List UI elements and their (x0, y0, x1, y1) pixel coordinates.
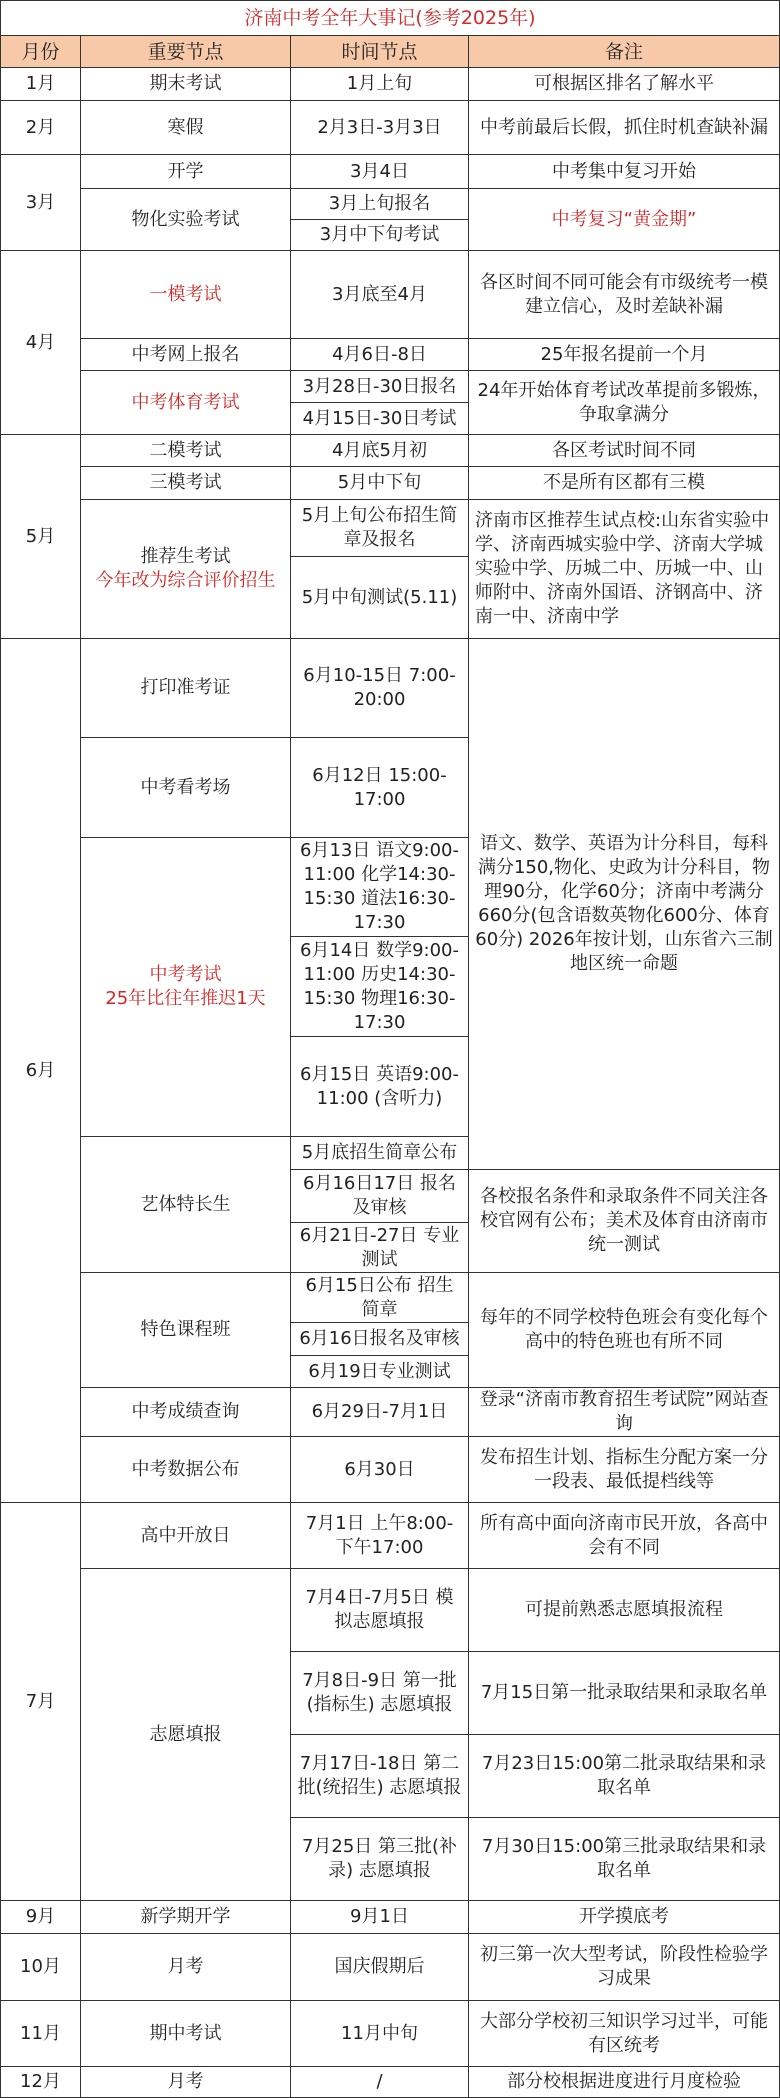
note-cell: 中考集中复习开始 (469, 155, 780, 189)
event-subtitle: 今年改为综合评价招生 (95, 570, 276, 591)
note-cell: 各区考试时间不同 (469, 435, 780, 467)
time-cell: 6月10-15日 7:00-20:00 (291, 639, 469, 738)
time-cell: 6月29日-7月1日 (291, 1388, 469, 1437)
note-cell: 可根据区排名了解水平 (469, 68, 780, 101)
time-cell: 国庆假期后 (291, 1934, 469, 2001)
time-cell: 7月1日 上午8:00-下午17:00 (291, 1503, 469, 1569)
note-cell: 7月23日15:00第二批录取结果和录取名单 (469, 1735, 780, 1818)
note-cell: 发布招生计划、指标生分配方案一分一段表、最低提档线等 (469, 1437, 780, 1503)
event-cell: 月考 (81, 2067, 291, 2098)
event-cell: 特色课程班 (81, 1273, 291, 1388)
event-cell: 月考 (81, 1934, 291, 2001)
time-cell: 4月15日-30日考试 (291, 403, 469, 435)
time-cell: 3月底至4月 (291, 251, 469, 339)
time-cell: 4月底5月初 (291, 435, 469, 467)
event-cell: 志愿填报 (81, 1569, 291, 1901)
time-cell: 6月13日 语文9:00-11:00 化学14:30-15:30 道法16:30-17:30 (291, 838, 469, 937)
time-cell: 6月16日报名及审核 (291, 1323, 469, 1356)
time-cell: 2月3日-3月3日 (291, 101, 469, 155)
event-cell: 物化实验考试 (81, 189, 291, 251)
time-cell: 3月4日 (291, 155, 469, 189)
time-cell: 6月16日17日 报名及审核 (291, 1170, 469, 1223)
note-cell: 7月15日第一批录取结果和录取名单 (469, 1652, 780, 1735)
header-note: 备注 (469, 36, 780, 68)
note-cell: 24年开始体育考试改革提前多锻炼，争取拿满分 (469, 371, 780, 435)
time-cell: 7月4日-7月5日 模拟志愿填报 (291, 1569, 469, 1652)
event-cell: 开学 (81, 155, 291, 189)
month-cell: 4月 (1, 251, 81, 435)
month-cell: 3月 (1, 155, 81, 251)
event-title: 中考考试 (149, 964, 222, 985)
time-cell: 11月中旬 (291, 2001, 469, 2067)
note-cell: 开学摸底考 (469, 1901, 780, 1934)
time-cell: 5月中旬测试(5.11) (291, 557, 469, 639)
note-cell: 可提前熟悉志愿填报流程 (469, 1569, 780, 1652)
event-cell: 中考成绩查询 (81, 1388, 291, 1437)
time-cell: 3月中下旬考试 (291, 220, 469, 251)
month-cell: 1月 (1, 68, 81, 101)
event-cell: 期末考试 (81, 68, 291, 101)
note-cell: 所有高中面向济南市民开放，各高中会有不同 (469, 1503, 780, 1569)
note-cell: 每年的不同学校特色班会有变化每个高中的特色班也有所不同 (469, 1273, 780, 1388)
time-cell: 3月上旬报名 (291, 189, 469, 220)
note-cell: 中考前最后长假，抓住时机查缺补漏 (469, 101, 780, 155)
note-cell: 大部分学校初三知识学习过半，可能有区统考 (469, 2001, 780, 2067)
month-cell: 2月 (1, 101, 81, 155)
note-cell: 7月30日15:00第三批录取结果和录取名单 (469, 1818, 780, 1901)
time-cell: 6月19日专业测试 (291, 1356, 469, 1388)
month-cell: 9月 (1, 1901, 81, 1934)
note-cell: 济南市区推荐生试点校:山东省实验中学、济南西城实验中学、济南大学城实验中学、历城二中、历城一中、山师附中、济南外国语、济钢高中、济南一中、济南中学 (469, 500, 780, 639)
month-cell: 7月 (1, 1503, 81, 1901)
event-subtitle: 25年比往年推迟1天 (105, 988, 266, 1009)
event-cell: 中考看考场 (81, 738, 291, 838)
event-cell: 二模考试 (81, 435, 291, 467)
time-cell: 6月21日-27日 专业测试 (291, 1223, 469, 1273)
event-cell: 一模考试 (81, 251, 291, 339)
time-cell: 7月8日-9日 第一批(指标生) 志愿填报 (291, 1652, 469, 1735)
page-title: 济南中考全年大事记(参考2025年) (1, 1, 780, 36)
note-cell: 中考复习“黄金期” (469, 189, 780, 251)
event-cell: 中考数据公布 (81, 1437, 291, 1503)
time-cell: / (291, 2067, 469, 2098)
note-cell: 语文、数学、英语为计分科目，每科满分150,物化、史政为计分科目，物理90分，化学60分；济南中考满分660分(包含语数英物化600分、体育60分) 2026年按计划，山东省六三制地区统一命题 (469, 639, 780, 1170)
event-cell: 新学期开学 (81, 1901, 291, 1934)
event-cell: 中考体育考试 (81, 371, 291, 435)
note-cell: 各校报名条件和录取条件不同关注各校官网有公布；美术及体育由济南市统一测试 (469, 1170, 780, 1273)
time-cell: 5月上旬公布招生简章及报名 (291, 500, 469, 557)
event-title: 推荐生考试 (140, 546, 231, 567)
note-cell: 登录“济南市教育招生考试院”网站查询 (469, 1388, 780, 1437)
event-cell: 打印准考证 (81, 639, 291, 738)
time-cell: 9月1日 (291, 1901, 469, 1934)
time-cell: 5月中下旬 (291, 467, 469, 500)
note-cell: 部分校根据进度进行月度检验 (469, 2067, 780, 2098)
header-month: 月份 (1, 36, 81, 68)
note-cell: 不是所有区都有三模 (469, 467, 780, 500)
event-cell: 中考网上报名 (81, 339, 291, 371)
note-cell: 25年报名提前一个月 (469, 339, 780, 371)
time-cell: 5月底招生简章公布 (291, 1137, 469, 1170)
event-cell: 高中开放日 (81, 1503, 291, 1569)
time-cell: 6月15日公布 招生简章 (291, 1273, 469, 1323)
event-cell: 艺体特长生 (81, 1137, 291, 1273)
month-cell: 12月 (1, 2067, 81, 2098)
time-cell: 7月17日-18日 第二批(统招生) 志愿填报 (291, 1735, 469, 1818)
header-event: 重要节点 (81, 36, 291, 68)
month-cell: 10月 (1, 1934, 81, 2001)
time-cell: 4月6日-8日 (291, 339, 469, 371)
time-cell: 6月14日 数学9:00-11:00 历史14:30-15:30 物理16:30-17:30 (291, 937, 469, 1037)
time-cell: 7月25日 第三批(补录) 志愿填报 (291, 1818, 469, 1901)
note-cell: 初三第一次大型考试，阶段性检验学习成果 (469, 1934, 780, 2001)
month-cell: 5月 (1, 435, 81, 639)
event-cell: 寒假 (81, 101, 291, 155)
event-cell (81, 500, 291, 639)
note-cell: 各区时间不同可能会有市级统考一模建立信心，及时差缺补漏 (469, 251, 780, 339)
time-cell: 6月30日 (291, 1437, 469, 1503)
header-time: 时间节点 (291, 36, 469, 68)
event-cell: 期中考试 (81, 2001, 291, 2067)
month-cell: 6月 (1, 639, 81, 1503)
event-cell: 三模考试 (81, 467, 291, 500)
time-cell: 3月28日-30日报名 (291, 371, 469, 403)
time-cell: 6月15日 英语9:00-11:00 (含听力) (291, 1037, 469, 1137)
time-cell: 1月上旬 (291, 68, 469, 101)
event-cell (81, 838, 291, 1137)
month-cell: 11月 (1, 2001, 81, 2067)
time-cell: 6月12日 15:00-17:00 (291, 738, 469, 838)
